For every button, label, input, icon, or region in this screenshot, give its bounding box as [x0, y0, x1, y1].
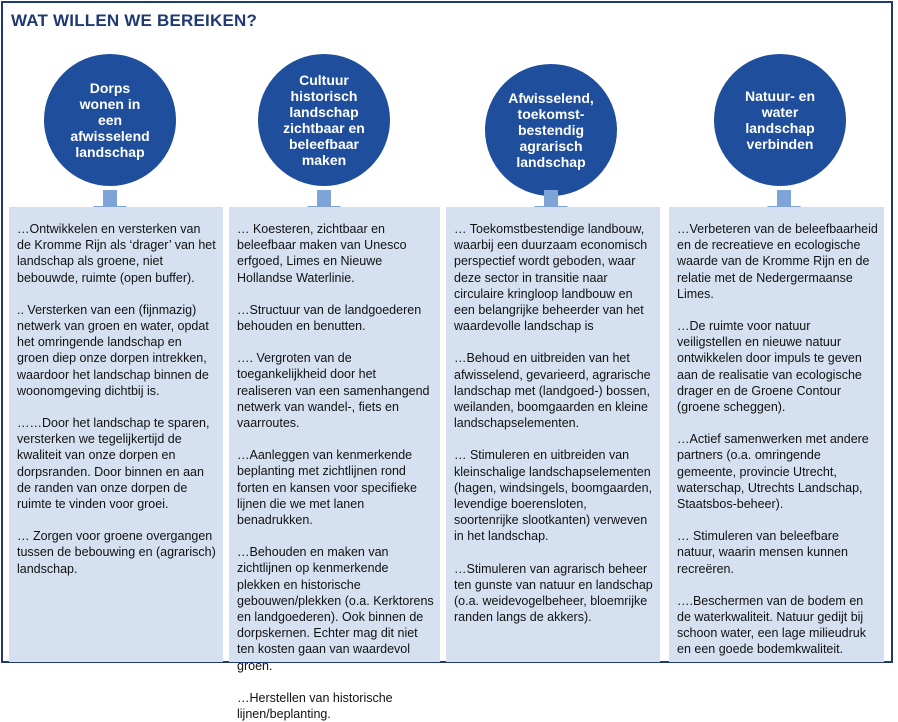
goal-3-item: …Behoud en uitbreiden van het afwisselend, gevarieerd, agrarische landschap met (landgoed-) bossen, weilanden, boomgaarden en kleine landschapselementen.	[454, 351, 651, 431]
goal-1-item: .. Versterken van een (fijnmazig) netwerk van groen en water, opdat het omringende landschap en groen diep onze dorpen intrekken, waardoor het landschap binnen de woonomgeving dichtbij is.	[17, 302, 209, 398]
goal-heading-4: Natuur- en water landschap verbinden	[745, 88, 815, 152]
goal-2-item: …Herstellen van historische lijnen/beplanting.	[237, 690, 393, 722]
goal-circle-2	[258, 54, 390, 186]
goal-4-item: … Stimuleren van beleefbare natuur, waarin mensen kunnen recreëren.	[677, 529, 848, 576]
goal-1-item: …Ontwikkelen en versterken van de Kromme Rijn als ‘drager’ van het landschap als groene, niet bebouwde, ruimte (open buffer).	[17, 222, 216, 285]
goal-1-item: … Zorgen voor groene overgangen tussen de bebouwing en (agrarisch) landschap.	[17, 529, 216, 576]
goal-box-2	[229, 207, 440, 722]
goal-2-item: …Behouden en maken van zichtlijnen op kenmerkende plekken en historische gebouwen/plekken (o.a. Kerktorens en landgoederen). Ook binnen de dorpskernen. Echter mag dit niet ten kosten gaan van waardevol groen.	[237, 545, 434, 673]
goal-2-item: …Aanleggen van kenmerkende beplanting met zichtlijnen rond forten en kansen voor specifieke lijnen die we met lanen benadrukken.	[237, 448, 417, 528]
goal-4-item: …Verbeteren van de beleefbaarheid en de recreatieve en ecologische waarde van de Kromme Rijn en de relatie met de Nedergermaanse Limes.	[677, 222, 878, 301]
goal-1-item: ……Door het landschap te sparen, versterken we tegelijkertijd de kwaliteit van onze dorpen en dorpsranden. Door binnen en aan de randen van onze dorpen de ruimte te vinden voor groei.	[17, 416, 210, 512]
goal-box-3	[446, 207, 660, 662]
goal-3-item: … Stimuleren en uitbreiden van kleinschalige landschapselementen (hagen, windsingels, boomgaarden, levendige boerensloten, soortenrijke slootkanten) verweven in het landschap.	[454, 448, 653, 544]
goal-3-item: …Stimuleren van agrarisch beheer ten gunste van natuur en landschap (o.a. weidevogelbeheer, bloemrijke randen langs de akkers).	[454, 561, 653, 625]
goal-4-item: ….Beschermen van de bodem en de waterkwaliteit. Natuur gedijt bij schoon water, een lage milieudruk en een goede bodemkwaliteit.	[677, 593, 867, 657]
goal-box-4	[669, 207, 884, 662]
goal-circle-1	[44, 54, 176, 186]
page-title: WAT WILLEN WE BEREIKEN?	[11, 11, 258, 30]
goal-heading-1: Dorps wonen in een afwisselend landschap	[70, 80, 150, 160]
goal-2-item: … Koesteren, zichtbaar en beleefbaar maken van Unesco erfgoed, Limes en Nieuwe Hollandse Waterlinie.	[237, 222, 407, 285]
goal-box-1	[9, 207, 223, 662]
goal-2-item: …. Vergroten van de toegankelijkheid door het realiseren van een samenhangend netwerk van wandel-, fiets en vaarroutes.	[237, 351, 430, 431]
goal-4-item: …De ruimte voor natuur veiligstellen en nieuwe natuur ontwikkelen door impuls te geven aan de realisatie van ecologische drager en de Groene Contour (groene scheggen).	[677, 319, 862, 415]
goal-heading-3: Afwisselend, toekomst-bestendig agrarisch landschap	[508, 90, 594, 170]
goal-circle-3	[485, 64, 617, 196]
goal-3-item: … Toekomstbestendige landbouw, waarbij een duurzaam economisch perspectief wordt geboden, waar deze sector in transitie naar circulaire kringloop landbouw en een belangrijke beheerder van het waardevolle landschap is	[454, 222, 648, 334]
goal-4-item: …Actief samenwerken met andere partners (o.a. omringende gemeente, provincie Utrecht, waterschap, Utrechts Landschap, Staatsbos-beheer).	[677, 432, 869, 512]
goal-heading-2: Cultuur historisch landschap zichtbaar en beleefbaar maken	[283, 72, 365, 168]
goal-2-item: …Structuur van de landgoederen behouden en benutten.	[237, 302, 422, 334]
goal-circle-4	[714, 54, 846, 186]
